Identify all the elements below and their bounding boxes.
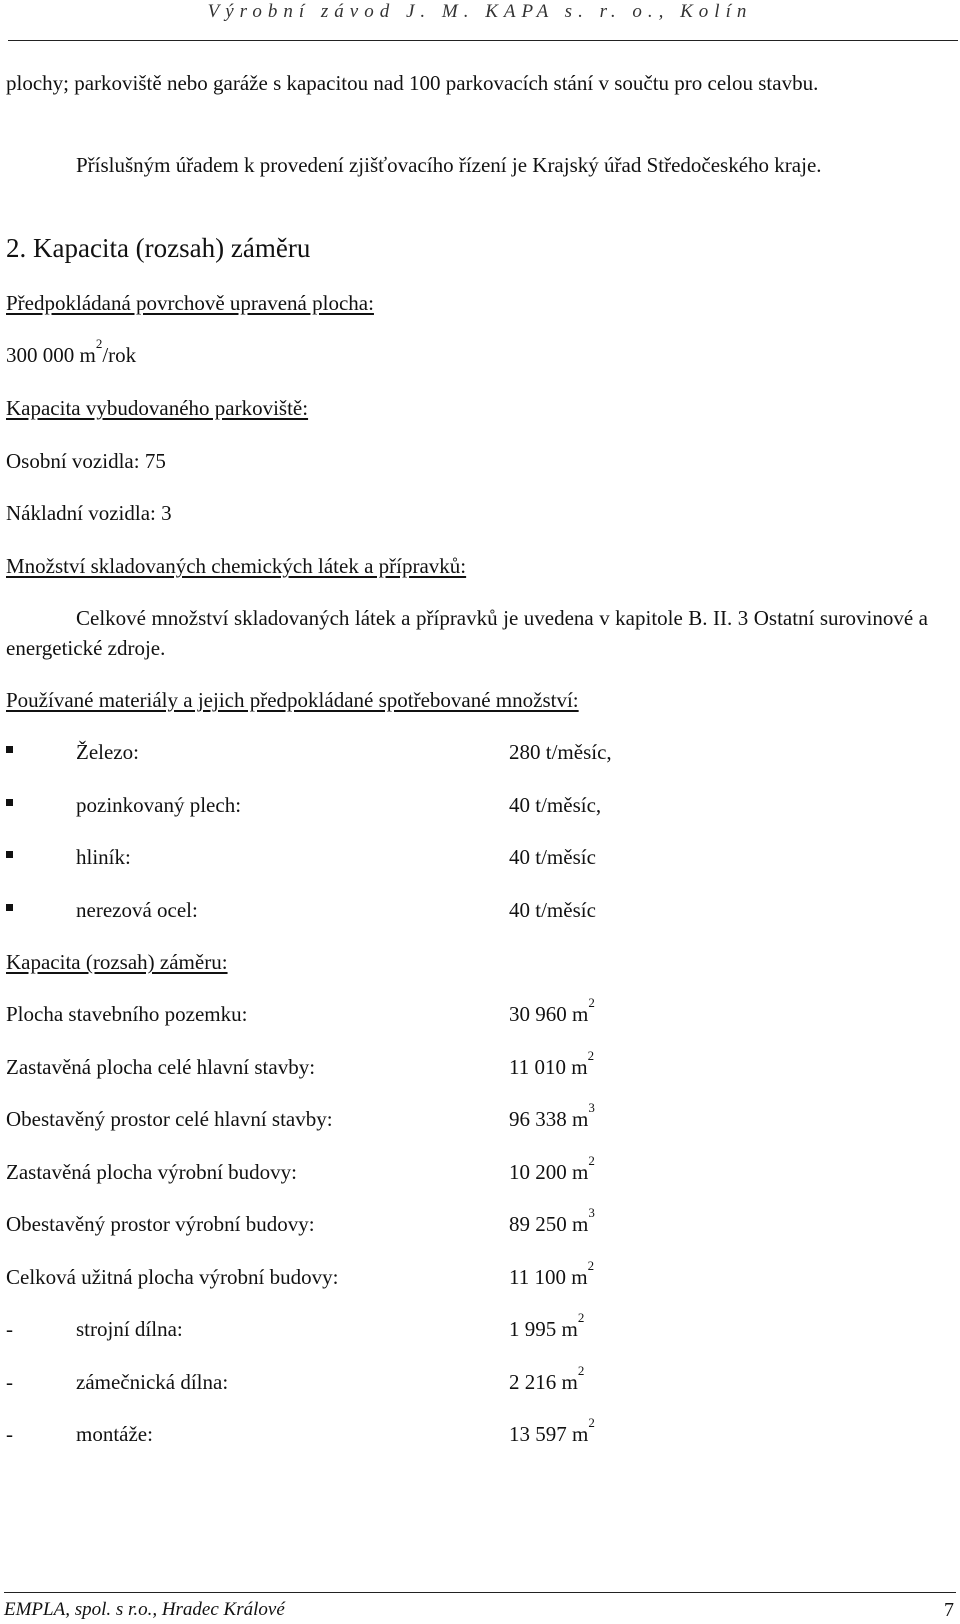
chemicals-text: Celkové množství skladovaných látek a přípravků je uvedena v kapitole B. II. 3 Ostatní surovinové a energetické zdroje. [6,606,928,660]
material-amount: 40 t/měsíc [509,845,596,869]
material-name: hliník: [76,845,131,869]
unit-sup: 2 [588,1415,595,1430]
surface-label: Předpokládaná povrchově upravená plocha: [6,291,374,315]
material-amount: 40 t/měsíc, [509,793,602,817]
footer-rule [4,1592,956,1593]
capacity-row-value [509,1153,595,1187]
unit-sup: 3 [588,1205,595,1220]
capacity-row-name: Obestavěný prostor celé hlavní stavby: [6,1107,333,1131]
sub-row-name: strojní dílna: [76,1317,183,1341]
material-name: Železo: [76,740,139,764]
capacity-row-value [509,1258,595,1292]
bullet-icon [6,799,13,806]
intro-paragraph-2: Příslušným úřadem k provedení zjišťovacího řízení je Krajský úřad Středočeského kraje. [76,153,822,177]
material-name: nerezová ocel: [76,898,198,922]
capacity-row-name: Obestavěný prostor výrobní budovy: [6,1212,315,1236]
parking-cars: Osobní vozidla: 75 [6,449,166,473]
capacity-row-name: Zastavěná plocha výrobní budovy: [6,1160,298,1184]
value-text: 1 995 m [509,1317,578,1341]
capacity-row-value [509,1048,595,1082]
materials-label: Používané materiály a jejich předpokládané spotřebované množství: [6,688,579,712]
bullet-icon [6,746,13,753]
page-header: Výrobní závod J. M. KAPA s. r. o., Kolín [207,1,753,22]
capacity-row-value [509,995,595,1029]
unit-sup: 2 [588,1153,595,1168]
capacity-row-name: Plocha stavebního pozemku: [6,1002,248,1026]
value-text: 10 200 m [509,1160,589,1184]
unit-sup: 2 [577,1363,585,1378]
unit-sup: 3 [588,1100,595,1115]
value-text: 2 216 m [509,1370,578,1394]
material-amount: 40 t/měsíc [509,898,596,922]
sub-row-value [509,1363,585,1397]
unit-sup: 2 [577,1310,585,1325]
header-rule [8,40,958,41]
footer-company: EMPLA, spol. s r.o., Hradec Králové [4,1599,285,1620]
material-amount: 280 t/měsíc, [509,740,612,764]
value-text: 11 100 m [509,1265,588,1289]
page-number: 7 [944,1599,954,1621]
chemicals-label: Množství skladovaných chemických látek a přípravků: [6,554,467,578]
bullet-icon [6,904,13,911]
value-text: 13 597 m [509,1422,589,1446]
capacity-row-value [509,1100,595,1134]
value-text: 30 960 m [509,1002,589,1026]
surface-value-suffix: /rok [102,343,137,367]
capacity-row-name: Zastavěná plocha celé hlavní stavby: [6,1055,316,1079]
material-name: pozinkovaný plech: [76,793,242,817]
sub-row-name: zámečnická dílna: [76,1370,229,1394]
sub-row-value [509,1415,595,1449]
parking-trucks: Nákladní vozidla: 3 [6,501,172,525]
capacity-row-name: Celková užitná plocha výrobní budovy: [6,1265,339,1289]
bullet-icon [6,851,13,858]
value-text: 11 010 m [509,1055,588,1079]
unit-sup: 2 [588,995,595,1010]
intro-paragraph-1: plochy; parkoviště nebo garáže s kapacitou nad 100 parkovacích stání v součtu pro celou stavbu. [6,71,819,95]
sub-row-dash: - [6,1317,13,1341]
capacity-label: Kapacita (rozsah) záměru: [6,950,228,974]
section-heading: 2. Kapacita (rozsah) záměru [6,233,311,263]
value-text: 96 338 m [509,1107,589,1131]
sub-row-dash: - [6,1422,13,1446]
sub-row-name: montáže: [76,1422,153,1446]
unit-sup: 2 [587,1258,595,1273]
surface-value-num: 300 000 m [6,343,96,367]
sub-row-value [509,1310,585,1344]
value-text: 89 250 m [509,1212,589,1236]
surface-value [6,336,137,370]
surface-value-sup: 2 [95,336,103,351]
unit-sup: 2 [587,1048,595,1063]
parking-label: Kapacita vybudovaného parkoviště: [6,396,309,420]
sub-row-dash: - [6,1370,13,1394]
capacity-row-value [509,1205,595,1239]
